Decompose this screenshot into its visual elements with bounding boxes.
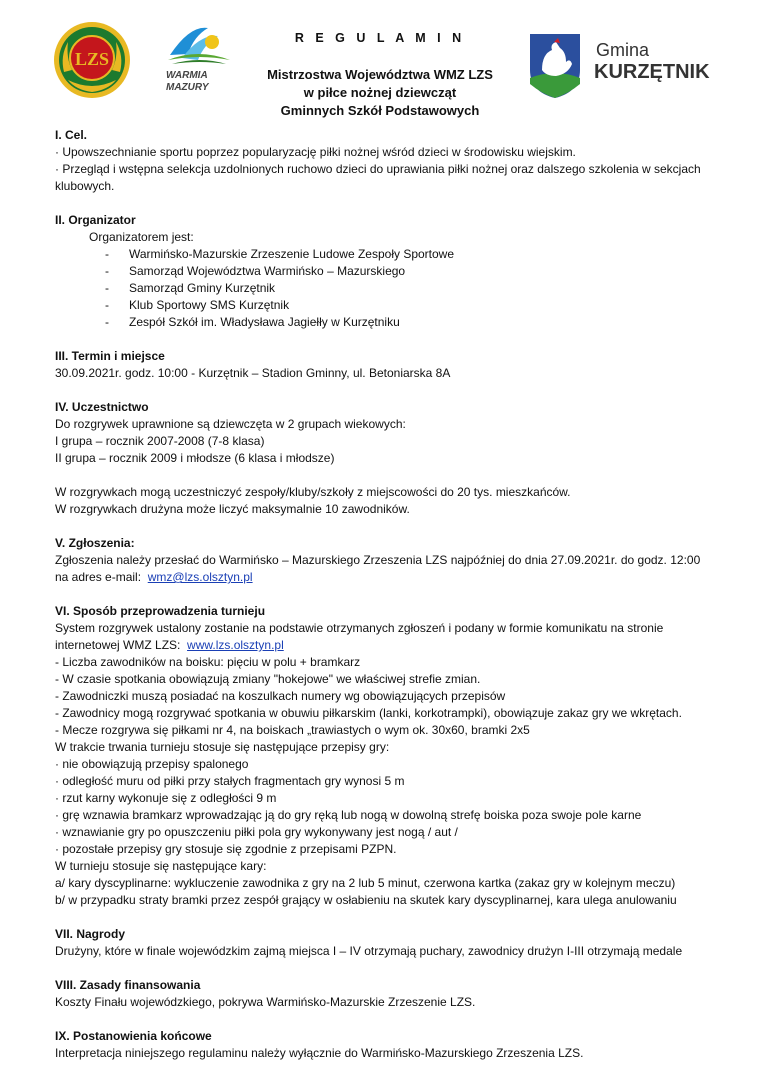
rule-line: b/ w przypadku straty bramki przez zespół grający w osłabieniu na skutek kary dyscyplinarnej, kara ulega anulowaniu <box>55 893 677 907</box>
paragraph: · Przegląd i wstępna selekcja uzdolnionych ruchowo dzieci do uprawiania piłki nożnej oraz dalszego szkolenia w sekcjach klubowych. <box>55 162 701 193</box>
section-heading: I. Cel. <box>55 128 88 142</box>
paragraph: System rozgrywek ustalony zostanie na podstawie otrzymanych zgłoszeń i podany w formie komunikatu na stronie <box>55 621 664 635</box>
paragraph <box>55 569 720 586</box>
paragraph: Zgłoszenia należy przesłać do Warmińsko – Mazurskiego Zrzeszenia LZS najpóźniej do dnia 27.09.2021r. do godz. 12:00 <box>55 553 701 567</box>
section-heading: VI. Sposób przeprowadzenia turnieju <box>55 604 266 618</box>
paragraph: II grupa – rocznik 2009 i młodsze (6 klasa i młodsze) <box>55 451 335 465</box>
paragraph: 30.09.2021r. godz. 10:00 - Kurzętnik – Stadion Gminny, ul. Betoniarska 8A <box>55 366 451 380</box>
lzs-logo-text: LZS <box>74 49 110 69</box>
section-uczestnictwo <box>55 399 720 518</box>
warmia-logo-text-1: WARMIA <box>166 70 208 81</box>
list-item: - Zespół Szkół im. Władysława Jagiełły w Kurzętniku <box>105 314 720 331</box>
gmina-logo-text-1: Gmina <box>596 40 650 60</box>
lzs-logo <box>52 20 132 100</box>
rule-line: · wznawianie gry po opuszczeniu piłki pola gry wykonywany jest nogą / aut / <box>55 825 458 839</box>
rule-line: - Zawodniczki muszą posiadać na koszulkach numery wg obowiązujących przepisów <box>55 689 506 703</box>
rule-line: · pozostałe przepisy gry stosuje się zgodnie z przepisami PZPN. <box>55 842 397 856</box>
list-item: - Warmińsko-Mazurskie Zrzeszenie Ludowe Zespoły Sportowe <box>105 246 720 263</box>
rule-line: - Liczba zawodników na boisku: pięciu w polu + bramkarz <box>55 655 361 669</box>
email-link[interactable]: wmz@lzs.olsztyn.pl <box>147 570 253 584</box>
paragraph <box>55 637 720 654</box>
list-item: - Klub Sportowy SMS Kurzętnik <box>105 297 720 314</box>
list-item: - Samorząd Województwa Warmińsko – Mazurskiego <box>105 263 720 280</box>
section-organizator <box>55 212 720 331</box>
rule-line: - Zawodnicy mogą rozgrywać spotkania w obuwiu piłkarskim (lanki, korkotrampki), obowiązuje zakaz gry we wkrętach. <box>55 706 682 720</box>
gmina-logo-text-2: KURZĘTNIK <box>594 61 710 83</box>
subtitle-line: Gminnych Szkół Podstawowych <box>280 103 480 118</box>
section-finansowanie <box>55 977 720 1011</box>
document-title: R E G U L A M I N <box>294 31 466 45</box>
section-sposob <box>55 603 720 909</box>
section-termin <box>55 348 720 382</box>
section-postanowienia <box>55 1028 720 1062</box>
section-zgloszenia <box>55 535 720 586</box>
paragraph: Koszty Finału wojewódzkiego, pokrywa Warmińsko-Mazurskie Zrzeszenie LZS. <box>55 995 476 1009</box>
section-heading: IV. Uczestnictwo <box>55 400 149 414</box>
paragraph: Interpretacja niniejszego regulaminu należy wyłącznie do Warmińsko-Mazurskiego Zrzeszenia LZS. <box>55 1046 584 1060</box>
paragraph: W rozgrywkach drużyna może liczyć maksymalnie 10 zawodników. <box>55 502 410 516</box>
website-link[interactable]: www.lzs.olsztyn.pl <box>187 638 284 652</box>
rule-line: - W czasie spotkania obowiązują zmiany "hokejowe" we właściwej strefie zmian. <box>55 672 481 686</box>
section-heading: II. Organizator <box>55 213 136 227</box>
document-body <box>55 127 720 1062</box>
email-label: na adres e-mail: <box>55 570 148 584</box>
rule-line: - Mecze rozgrywa się piłkami nr 4, na boiskach „trawiastych o wym ok. 30x60, bramki 2x5 <box>55 723 530 737</box>
rule-line: · nie obowiązują przepisy spalonego <box>55 757 249 771</box>
section-nagrody <box>55 926 720 960</box>
section-heading: III. Termin i miejsce <box>55 349 165 363</box>
organizer-list <box>55 246 720 331</box>
paragraph: Do rozgrywek uprawnione są dziewczęta w 2 grupach wiekowych: <box>55 417 406 431</box>
subtitle-line: w piłce nożnej dziewcząt <box>303 85 457 100</box>
section-heading: V. Zgłoszenia: <box>55 536 135 550</box>
subtitle-line: Mistrzostwa Województwa WMZ LZS <box>267 67 493 82</box>
paragraph: W rozgrywkach mogą uczestniczyć zespoły/kluby/szkoły z miejscowości do 20 tys. mieszkańców. <box>55 485 571 499</box>
rule-line: W trakcie trwania turnieju stosuje się następujące przepisy gry: <box>55 740 390 754</box>
warmia-mazury-logo <box>160 20 238 95</box>
section-cel <box>55 127 720 195</box>
document-subtitle <box>240 66 520 120</box>
section-heading: IX. Postanowienia końcowe <box>55 1029 212 1043</box>
rule-line: · odległość muru od piłki przy stałych fragmentach gry wynosi 5 m <box>55 774 405 788</box>
paragraph: Drużyny, które w finale wojewódzkim zajmą miejsca I – IV otrzymają puchary, zawodnicy drużyn I-III otrzymają medale <box>55 944 683 958</box>
rule-line: · grę wznawia bramkarz wprowadzając ją do gry ręką lub nogą w dowolną strefę boiska poza swoje pole karne <box>55 808 642 822</box>
paragraph: · Upowszechnianie sportu poprzez popularyzację piłki nożnej wśród dzieci w środowisku wiejskim. <box>55 145 576 159</box>
section-heading: VIII. Zasady finansowania <box>55 978 201 992</box>
list-item: - Samorząd Gminy Kurzętnik <box>105 280 720 297</box>
rule-line: a/ kary dyscyplinarne: wykluczenie zawodnika z gry na 2 lub 5 minut, czerwona kartka (zakaz gry w kolejnym meczu) <box>55 876 676 890</box>
warmia-logo-text-2: MAZURY <box>166 82 209 93</box>
paragraph: Organizatorem jest: <box>89 230 194 244</box>
section-heading: VII. Nagrody <box>55 927 126 941</box>
rule-line: · rzut karny wykonuje się z odległości 9 m <box>55 791 277 805</box>
paragraph: I grupa – rocznik 2007-2008 (7-8 klasa) <box>55 434 265 448</box>
rule-line: W turnieju stosuje się następujące kary: <box>55 859 267 873</box>
gmina-kurzetnik-logo <box>528 30 718 100</box>
url-label: internetowej WMZ LZS: <box>55 638 188 652</box>
